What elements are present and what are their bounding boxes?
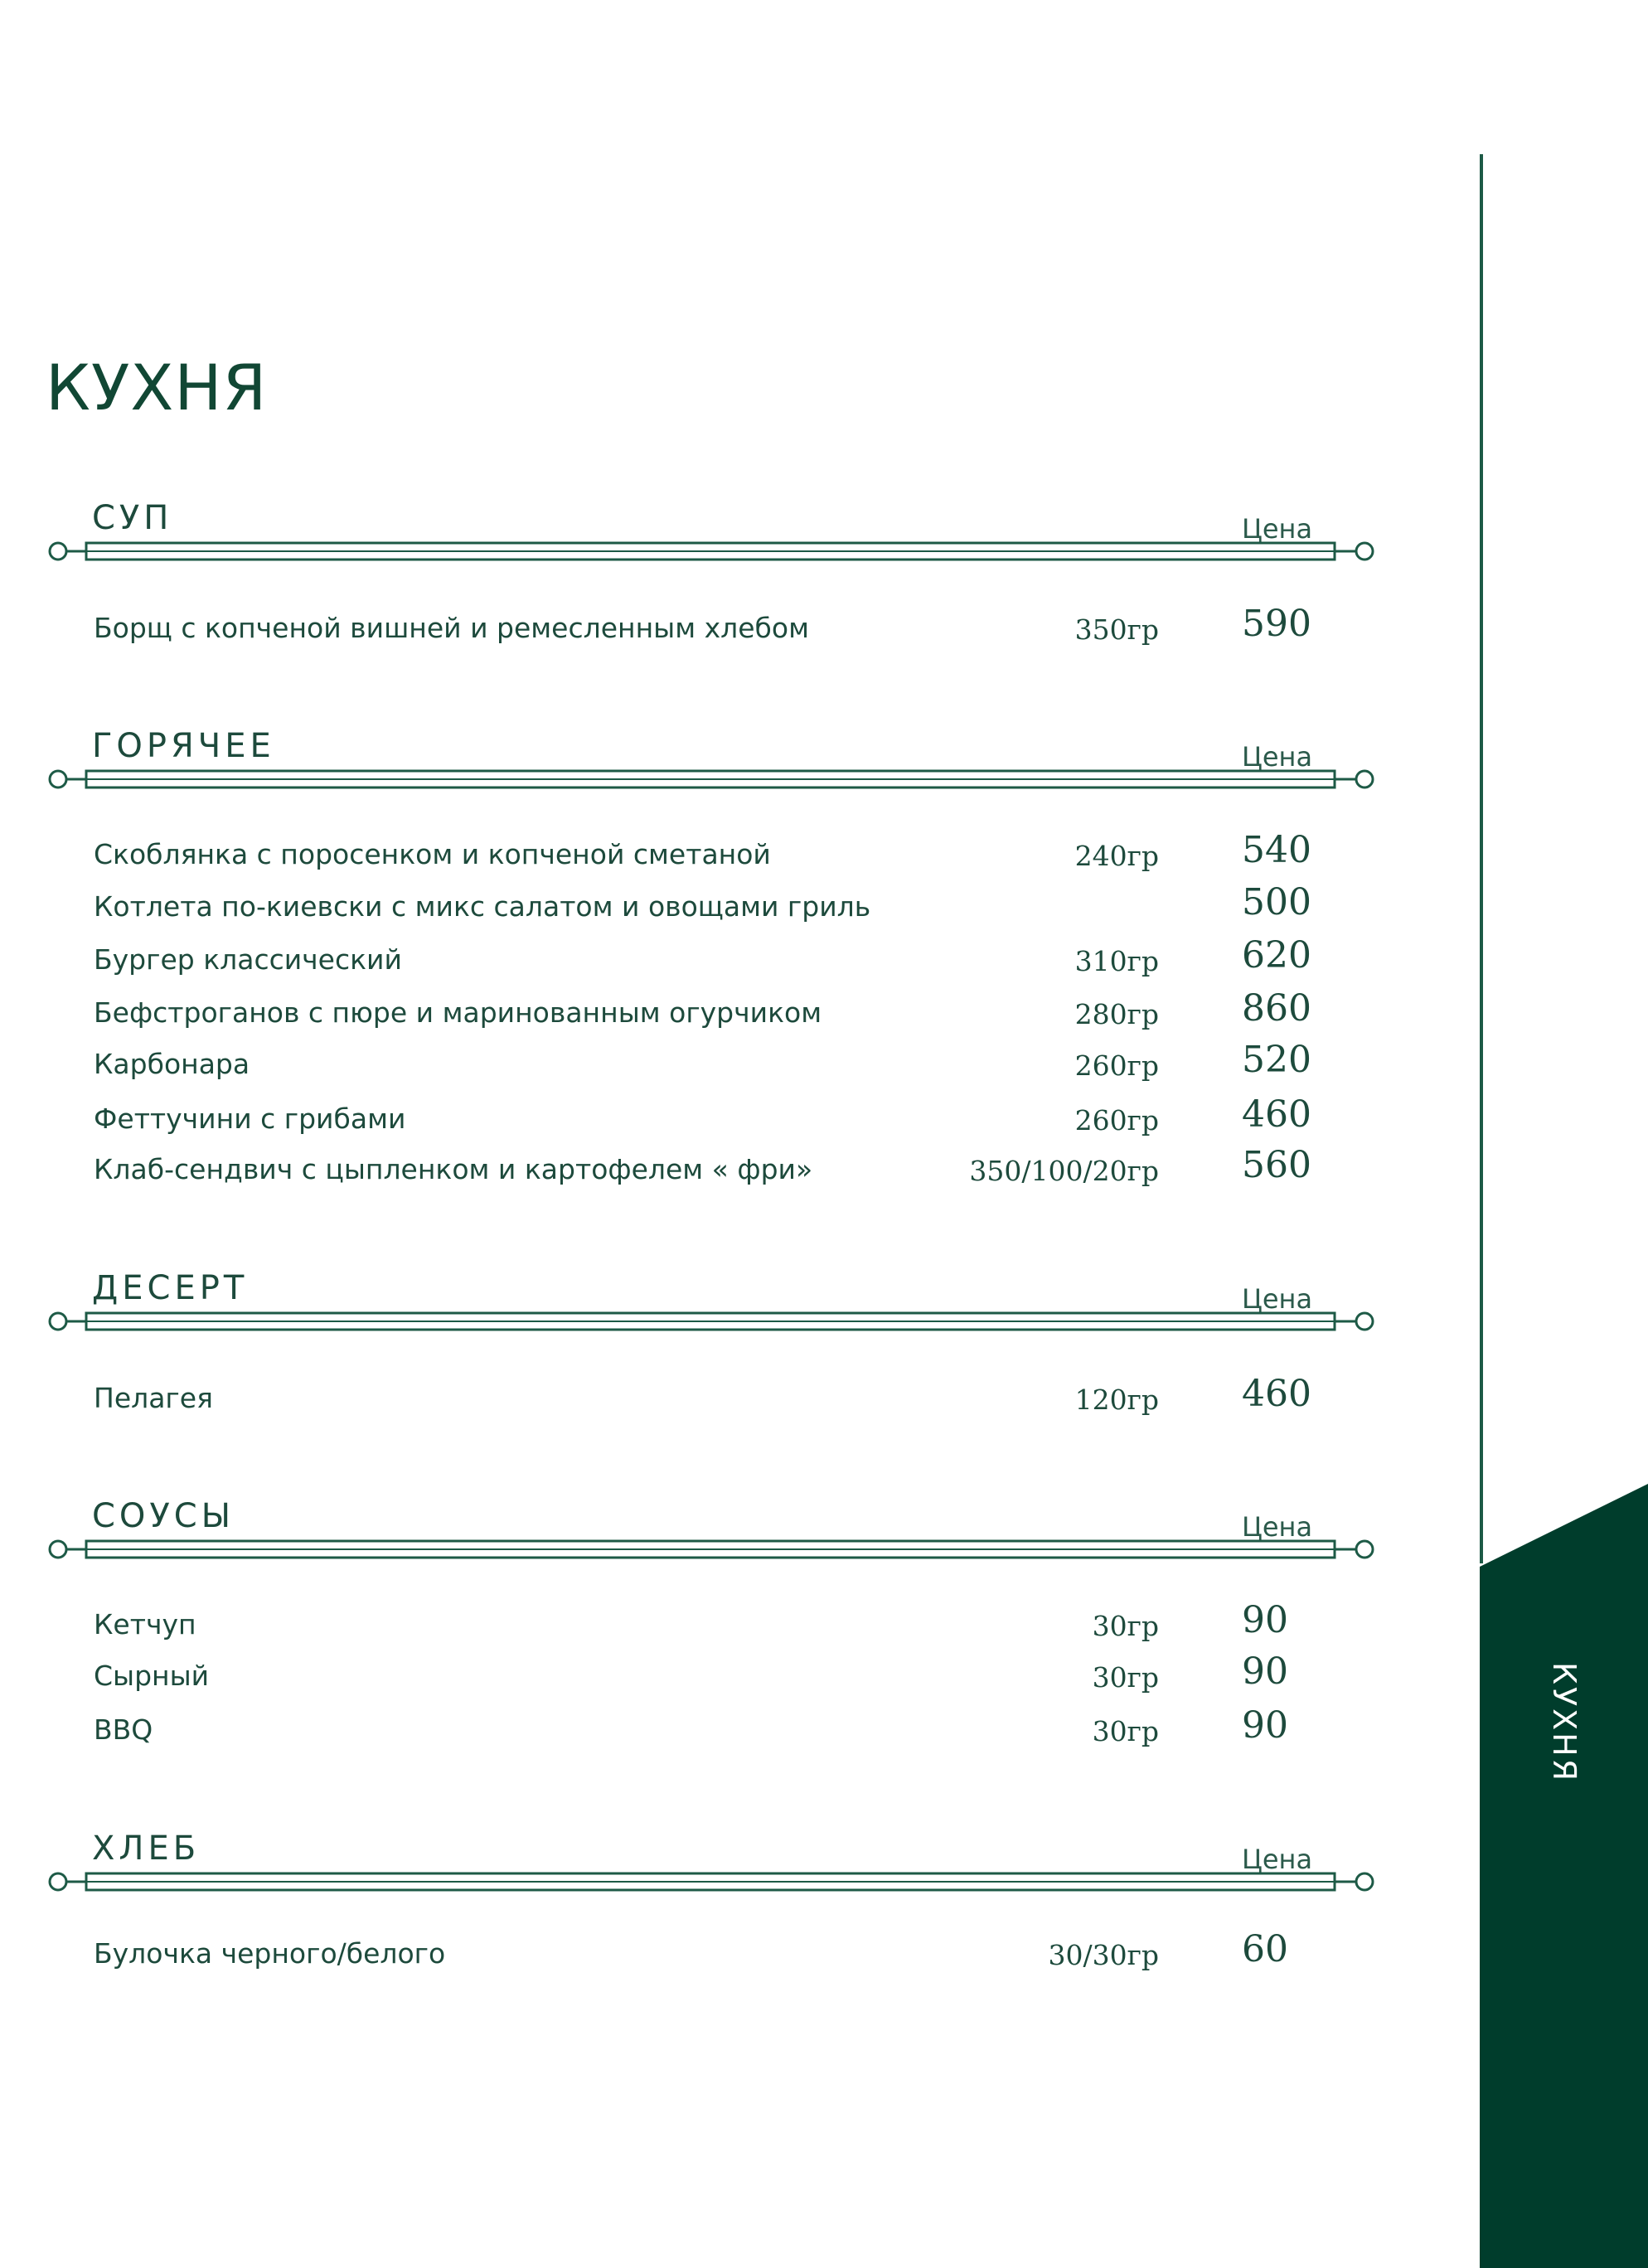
item-weight: 30гр — [1092, 1610, 1159, 1642]
item-weight: 120гр — [1074, 1384, 1159, 1416]
item-name: Сырный — [94, 1660, 210, 1692]
list-item — [0, 1599, 1409, 1652]
item-name: Кетчуп — [94, 1608, 196, 1640]
list-item — [0, 1144, 1409, 1197]
item-name: BBQ — [94, 1713, 153, 1746]
section-divider — [46, 1537, 1376, 1562]
item-weight: 350гр — [1074, 613, 1159, 646]
item-weight: 30/30гр — [1048, 1939, 1159, 1971]
item-name: Клаб-сендвич с цыпленком и картофелем « фри» — [94, 1153, 813, 1185]
list-item — [0, 934, 1409, 987]
section-title: СОУСЫ — [92, 1497, 235, 1535]
item-price: 90 — [1242, 1599, 1288, 1641]
price-column-header: Цена — [1242, 741, 1313, 773]
side-tab-label: КУХНЯ — [1546, 1662, 1583, 1784]
item-weight: 350/100/20гр — [969, 1155, 1159, 1187]
list-item — [0, 987, 1409, 1040]
item-name: Карбонара — [94, 1048, 250, 1080]
item-weight: 280гр — [1074, 998, 1159, 1030]
item-price: 590 — [1242, 603, 1311, 645]
price-column-header: Цена — [1242, 1283, 1313, 1315]
list-item — [0, 1093, 1409, 1146]
section-header-hot — [0, 729, 1409, 779]
section-header-dessert — [0, 1269, 1409, 1321]
section-title: ДЕСЕРТ — [92, 1269, 249, 1307]
item-name: Пелагея — [94, 1382, 213, 1414]
section-title: ГОРЯЧЕЕ — [92, 727, 275, 765]
section-header-soup — [0, 499, 1409, 551]
item-name: Скоблянка с поросенком и копченой сметаной — [94, 838, 771, 870]
section-title: СУП — [92, 499, 173, 537]
list-item — [0, 1928, 1409, 1981]
section-divider — [46, 1309, 1376, 1334]
item-name: Котлета по-киевски с микс салатом и овощами гриль — [94, 890, 871, 923]
section-divider — [46, 767, 1376, 792]
item-weight: 240гр — [1074, 840, 1159, 872]
section-header-sauces — [0, 1497, 1409, 1549]
item-price: 90 — [1242, 1704, 1288, 1747]
section-divider — [46, 1869, 1376, 1894]
item-name: Булочка черного/белого — [94, 1937, 446, 1970]
item-price: 540 — [1242, 829, 1311, 871]
item-price: 460 — [1242, 1373, 1311, 1415]
section-title: ХЛЕБ — [92, 1829, 201, 1868]
side-tab-panel — [1480, 0, 1648, 2268]
item-price: 860 — [1242, 987, 1311, 1030]
list-item — [0, 829, 1409, 882]
price-column-header: Цена — [1242, 1844, 1313, 1875]
item-price: 90 — [1242, 1650, 1288, 1693]
item-name: Феттучини с грибами — [94, 1102, 406, 1135]
item-name: Бургер классический — [94, 943, 402, 976]
item-weight: 260гр — [1074, 1104, 1159, 1136]
page-title: КУХНЯ — [46, 351, 268, 424]
list-item — [0, 1704, 1409, 1757]
item-weight: 310гр — [1074, 945, 1159, 977]
item-price: 620 — [1242, 934, 1311, 976]
price-column-header: Цена — [1242, 513, 1313, 545]
item-price: 520 — [1242, 1039, 1311, 1081]
item-name: Борщ с копченой вишней и ремесленным хлебом — [94, 612, 809, 644]
item-weight: 260гр — [1074, 1049, 1159, 1082]
section-header-bread — [0, 1829, 1409, 1882]
price-column-header: Цена — [1242, 1511, 1313, 1543]
list-item — [0, 881, 1409, 934]
list-item — [0, 603, 1409, 656]
item-price: 560 — [1242, 1144, 1311, 1186]
list-item — [0, 1650, 1409, 1703]
item-price: 500 — [1242, 881, 1311, 923]
list-item — [0, 1373, 1409, 1426]
item-name: Бефстроганов с пюре и маринованным огурчиком — [94, 996, 822, 1029]
item-price: 60 — [1242, 1928, 1288, 1970]
section-divider — [46, 539, 1376, 564]
list-item — [0, 1039, 1409, 1092]
item-weight: 30гр — [1092, 1661, 1159, 1694]
item-price: 460 — [1242, 1093, 1311, 1136]
item-weight: 30гр — [1092, 1715, 1159, 1747]
